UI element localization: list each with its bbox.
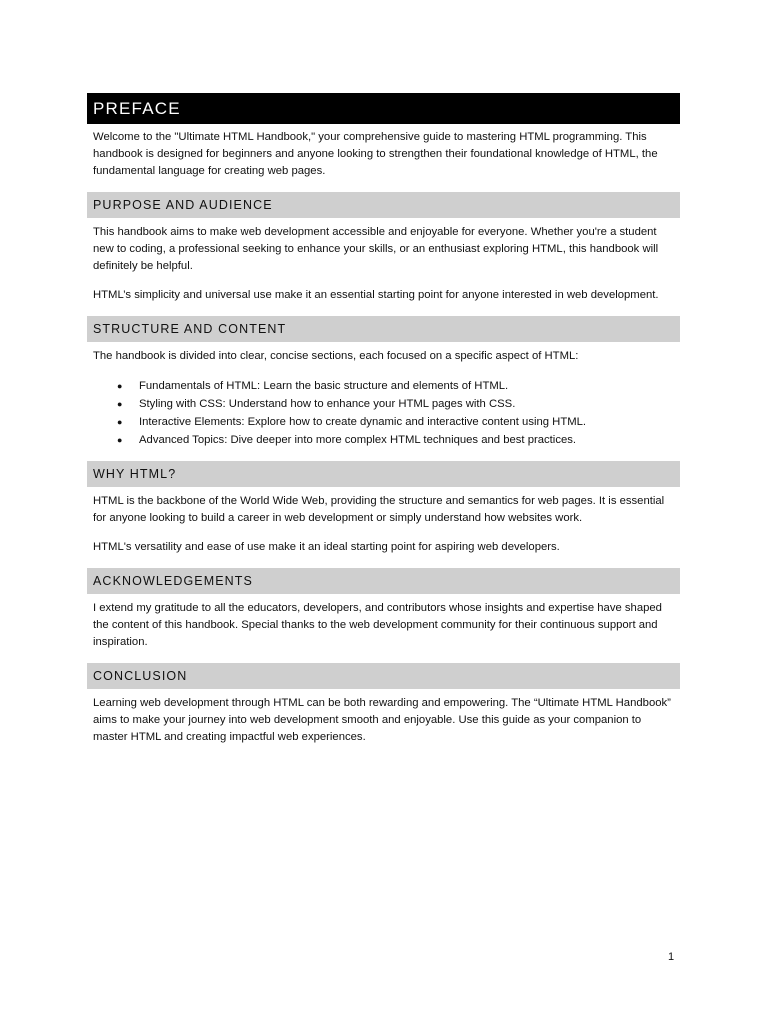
bullet-icon: ● bbox=[117, 417, 123, 427]
purpose-paragraph-1: This handbook aims to make web development accessible and enjoyable for everyone. Whether you're a student new to coding, a professional seeking to enhance your skills, or an enthusiast exploring HTML, this handbook will definitely be helpful. bbox=[93, 226, 659, 272]
list-item bbox=[117, 395, 680, 413]
topics-list bbox=[87, 377, 680, 449]
bullet-icon: ● bbox=[117, 399, 123, 409]
page-number: 1 bbox=[668, 951, 675, 963]
bullet-icon: ● bbox=[117, 435, 123, 445]
conclusion-paragraph: Learning web development through HTML can be both rewarding and empowering. The “Ultimate HTML Handbook” aims to make your journey into web development smooth and enjoyable. Use this guide as your companion to master HTML and creating impactful web experiences. bbox=[93, 697, 671, 743]
list-item-text: Fundamentals of HTML: Learn the basic structure and elements of HTML. bbox=[139, 380, 509, 392]
list-item bbox=[117, 431, 680, 449]
document-page bbox=[87, 93, 680, 746]
intro-paragraph: Welcome to the "Ultimate HTML Handbook," your comprehensive guide to mastering HTML programming. This handbook is designed for beginners and anyone looking to strengthen their foundational knowledge of HTML, the fundamental language for creating web pages. bbox=[93, 131, 658, 177]
why-html-paragraph-1: HTML is the backbone of the World Wide Web, providing the structure and semantics for web pages. It is essential for anyone looking to build a career in web development or simply understand how websites work. bbox=[93, 495, 665, 524]
list-item-text: Advanced Topics: Dive deeper into more complex HTML techniques and best practices. bbox=[139, 434, 577, 446]
page-title: PREFACE bbox=[87, 93, 680, 124]
list-item-text: Interactive Elements: Explore how to create dynamic and interactive content using HTML. bbox=[139, 416, 587, 428]
list-item bbox=[117, 377, 680, 395]
section-heading-conclusion: CONCLUSION bbox=[87, 663, 680, 689]
structure-intro-paragraph: The handbook is divided into clear, concise sections, each focused on a specific aspect of HTML: bbox=[93, 350, 579, 362]
purpose-paragraph-2: HTML’s simplicity and universal use make it an essential starting point for anyone interested in web development. bbox=[93, 289, 659, 301]
section-heading-why-html: WHY HTML? bbox=[87, 461, 680, 487]
acknowledgements-paragraph: I extend my gratitude to all the educators, developers, and contributors whose insights and expertise have shaped the content of this handbook. Special thanks to the web development community for their continuous support and inspiration. bbox=[93, 602, 662, 648]
bullet-icon: ● bbox=[117, 381, 123, 391]
section-heading-acknowledgements: ACKNOWLEDGEMENTS bbox=[87, 568, 680, 594]
list-item-text: Styling with CSS: Understand how to enhance your HTML pages with CSS. bbox=[139, 398, 516, 410]
section-heading-structure: STRUCTURE AND CONTENT bbox=[87, 316, 680, 342]
section-heading-purpose: PURPOSE AND AUDIENCE bbox=[87, 192, 680, 218]
list-item bbox=[117, 413, 680, 431]
why-html-paragraph-2: HTML's versatility and ease of use make it an ideal starting point for aspiring web developers. bbox=[93, 541, 560, 553]
